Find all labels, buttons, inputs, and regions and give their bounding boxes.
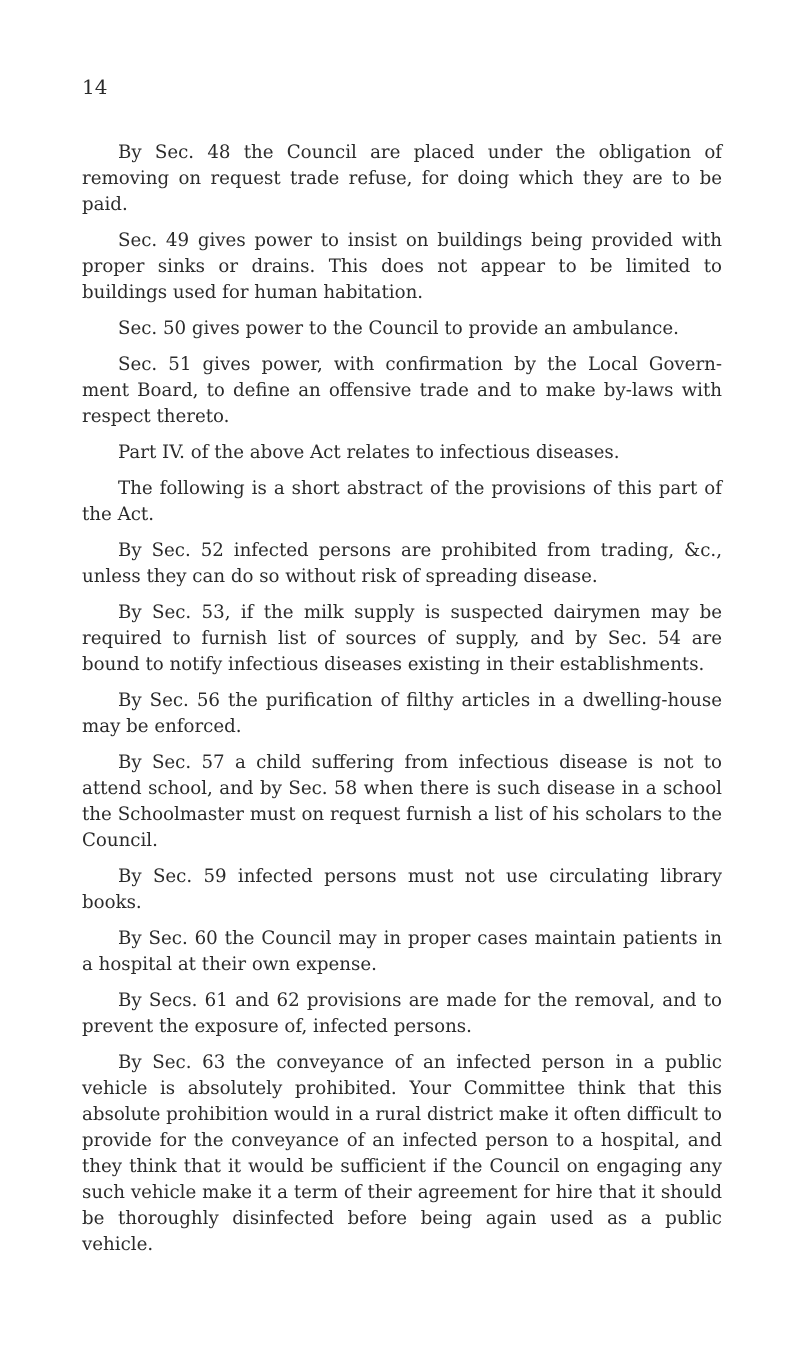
paragraph-sec-63: By Sec. 63 the conveyance of an infected person in a public vehicle is absolutely prohibited. Your Committee think that this absolute prohibition would in a rural district make it often difficult to provide for the conveyance of an infected person to a hospital, and they think that it would be sufficient if the Council on engaging any such vehicle make it a term of their agreement for hire that it should be thoroughly disinfected before being again used as a public vehicle. bbox=[82, 1052, 722, 1255]
paragraph-sec-51: Sec. 51 gives power, with confirmation by the Local Govern- ment Board, to define an offensive trade and to make by-laws with respect thereto. bbox=[82, 354, 722, 427]
paragraph-sec-50: Sec. 50 gives power to the Council to provide an ambulance. bbox=[118, 318, 679, 339]
paragraph-sec-53-54: By Sec. 53, if the milk supply is suspected dairymen may be required to furnish list of sources of supply, and by Sec. 54 are bound to notify infectious diseases existing in their establishments. bbox=[82, 602, 722, 675]
paragraph-abstract-intro: The following is a short abstract of the provisions of this part of the Act. bbox=[82, 478, 722, 525]
paragraph-sec-56: By Sec. 56 the purification of filthy articles in a dwelling-house may be enforced. bbox=[82, 690, 722, 737]
paragraph-sec-49: Sec. 49 gives power to insist on buildings being provided with proper sinks or drains. This does not appear to be limited to buildings used for human habitation. bbox=[82, 230, 722, 303]
paragraph-sec-59: By Sec. 59 infected persons must not use circulating library books. bbox=[82, 866, 722, 913]
paragraph-part-iv: Part IV. of the above Act relates to infectious diseases. bbox=[118, 442, 620, 463]
paragraph-sec-60: By Sec. 60 the Council may in proper cases maintain patients in a hospital at their own expense. bbox=[82, 928, 722, 975]
paragraph-secs-61-62: By Secs. 61 and 62 provisions are made for the removal, and to prevent the exposure of, infected persons. bbox=[82, 990, 722, 1037]
body-text bbox=[82, 140, 722, 1268]
page-number: 14 bbox=[82, 75, 108, 99]
paragraph-sec-52: By Sec. 52 infected persons are prohibited from trading, &c., unless they can do so without risk of spreading disease. bbox=[82, 540, 722, 587]
paragraph-sec-48: By Sec. 48 the Council are placed under the obligation of removing on request trade refuse, for doing which they are to be paid. bbox=[82, 142, 722, 215]
paragraph-sec-57-58: By Sec. 57 a child suffering from infectious disease is not to attend school, and by Sec. 58 when there is such disease in a school the Schoolmaster must on request furnish a list of his scholars to the Council. bbox=[82, 752, 722, 851]
